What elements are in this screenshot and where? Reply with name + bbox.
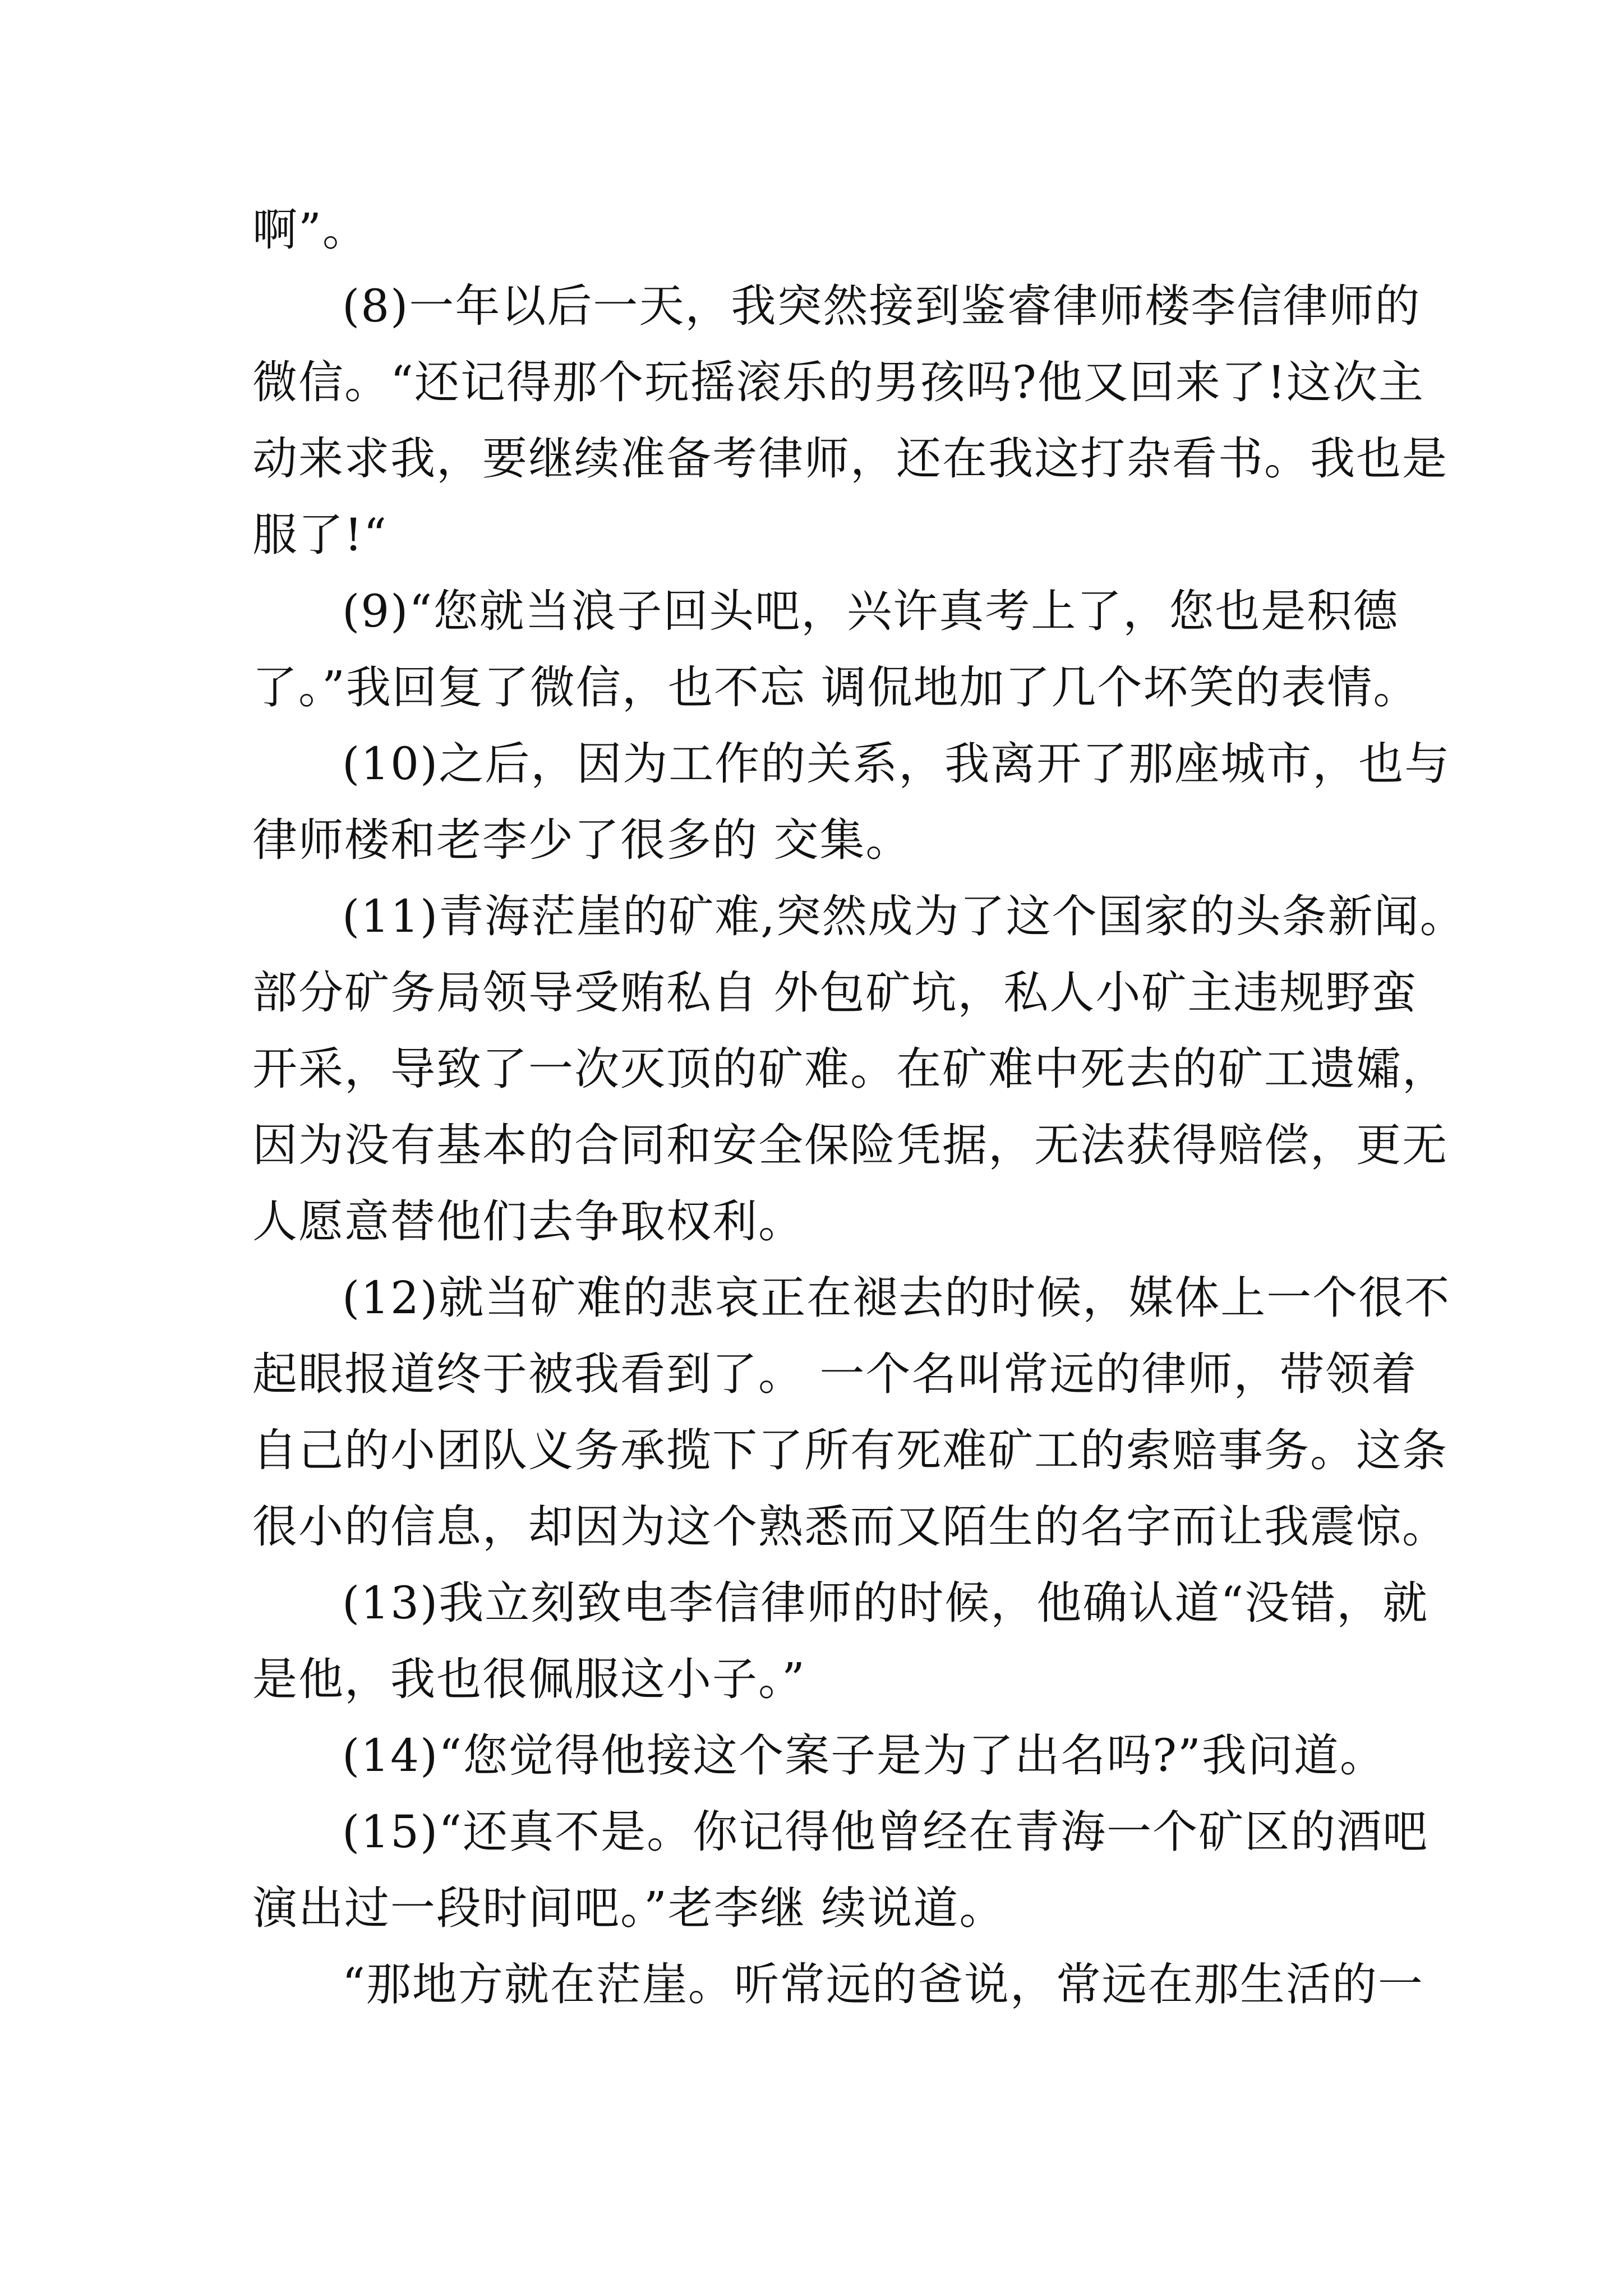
text-line: 是他，我也很佩服这小子。” bbox=[252, 1653, 806, 1705]
text-line: 人愿意替他们去争取权利。 bbox=[252, 1195, 804, 1248]
text-line: 自己的小团队义务承揽下了所有死难矿工的索赔事务。这条 bbox=[252, 1424, 1448, 1476]
text-line: 起眼报道终于被我看到了。 一个名叫常远的律师，带领着 bbox=[252, 1348, 1418, 1400]
text-line: (9)“您就当浪子回头吧，兴许真考上了，您也是积德 bbox=[342, 585, 1399, 637]
text-line: 开采，导致了一次灭顶的矿难。在矿难中死去的矿工遗孀， bbox=[252, 1043, 1448, 1095]
text-line: 部分矿务局领导受贿私自 外包矿坑，私人小矿主违规野蛮 bbox=[252, 967, 1418, 1019]
text-line: 服了!“ bbox=[252, 509, 388, 561]
text-line: 律师楼和老李少了很多的 交集。 bbox=[252, 814, 912, 866]
text-line: 了。”我回复了微信，也不忘 调侃地加了几个坏笑的表情。 bbox=[252, 661, 1419, 714]
text-line: (14)“您觉得他接这个案子是为了出名吗?”我问道。 bbox=[342, 1729, 1386, 1782]
text-line: 演出过一段时间吧。”老李继 续说道。 bbox=[252, 1882, 1006, 1934]
text-line: (8)一年以后一天，我突然接到鉴睿律师楼李信律师的 bbox=[342, 280, 1421, 332]
text-line: (12)就当矿难的悲哀正在褪去的时候，媒体上一个很不 bbox=[342, 1272, 1451, 1324]
text-line: 微信。“还记得那个玩摇滚乐的男孩吗?他又回来了!这次主 bbox=[252, 356, 1424, 408]
text-line: (10)之后，因为工作的关系，我离开了那座城市，也与 bbox=[342, 738, 1451, 790]
body-text bbox=[252, 192, 1466, 2023]
text-line: (13)我立刻致电李信律师的时候，他确认道“没错，就 bbox=[342, 1577, 1429, 1629]
text-line: (15)“还真不是。你记得他曾经在青海一个矿区的酒吧 bbox=[342, 1806, 1429, 1858]
text-line: 因为没有基本的合同和安全保险凭据，无法获得赔偿，更无 bbox=[252, 1119, 1448, 1171]
text-line: (11)青海茫崖的矿难,突然成为了这个国家的头条新闻。 bbox=[342, 890, 1466, 942]
text-line: 动来求我，要继续准备考律师，还在我这打杂看书。我也是 bbox=[252, 432, 1448, 485]
text-line: “那地方就在茫崖。听常远的爸说，常远在那生活的一 bbox=[342, 1958, 1424, 2010]
text-line: 啊”。 bbox=[252, 204, 368, 256]
text-line: 很小的信息，却因为这个熟悉而又陌生的名字而让我震惊。 bbox=[252, 1501, 1448, 1553]
